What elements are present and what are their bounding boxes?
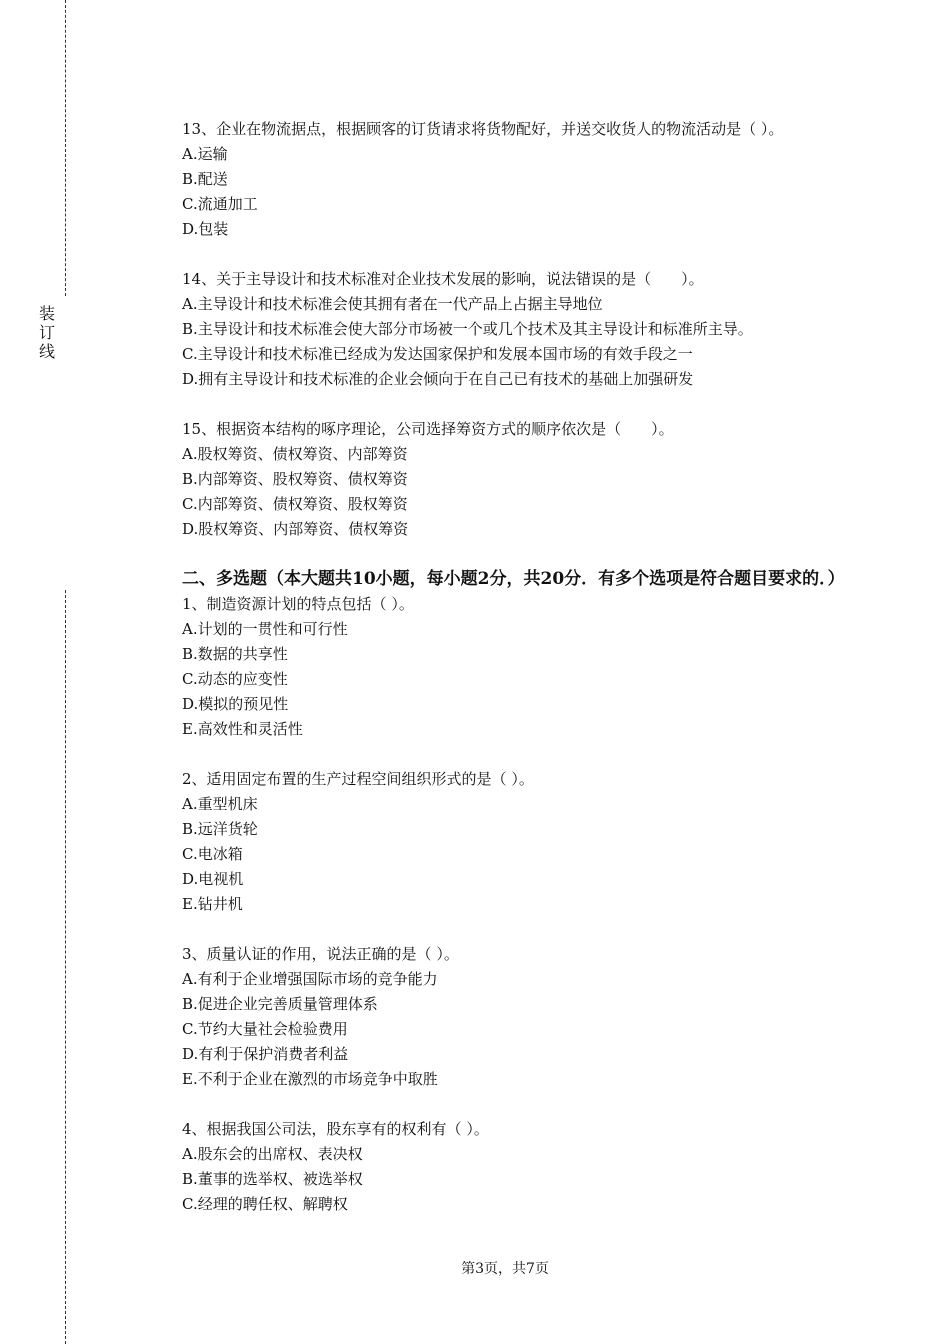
page-footer: 第3页，共7页 (461, 1261, 549, 1277)
option: D.有利于保护消费者利益 (182, 1045, 349, 1063)
option: A.运输 (182, 145, 228, 163)
question-stem: 15、根据资本结构的啄序理论，公司选择筹资方式的顺序依次是（ ）。 (182, 420, 674, 438)
option: B.远洋货轮 (182, 820, 258, 838)
option: B.数据的共享性 (182, 645, 288, 663)
option: A.主导设计和技术标准会使其拥有者在一代产品上占据主导地位 (182, 295, 603, 313)
exam-content (182, 117, 882, 1217)
option: B.董事的选举权、被选举权 (182, 1170, 363, 1188)
option: B.主导设计和技术标准会使大部分市场被一个或几个技术及其主导设计和标准所主导。 (182, 320, 753, 338)
question-stem: 2、适用固定布置的生产过程空间组织形式的是（ ）。 (182, 770, 534, 788)
question-stem: 1、制造资源计划的特点包括（ ）。 (182, 595, 414, 613)
option: D.股权筹资、内部筹资、债权筹资 (182, 520, 409, 538)
question-m2 (182, 767, 882, 917)
question-m3 (182, 942, 882, 1092)
question-15 (182, 417, 882, 542)
binding-label: 装订线 (38, 304, 55, 361)
option: D.拥有主导设计和技术标准的企业会倾向于在自己已有技术的基础上加强研发 (182, 370, 694, 388)
option: A.重型机床 (182, 795, 258, 813)
option: C.内部筹资、债权筹资、股权筹资 (182, 495, 408, 513)
option: C.主导设计和技术标准已经成为发达国家保护和发展本国市场的有效手段之一 (182, 345, 693, 363)
option: E.钻井机 (182, 895, 243, 913)
option: A.计划的一贯性和可行性 (182, 620, 348, 638)
question-stem: 3、质量认证的作用，说法正确的是（ ）。 (182, 945, 459, 963)
option: C.动态的应变性 (182, 670, 288, 688)
binding-dashed-line-bottom (65, 590, 66, 1344)
option: E.不利于企业在激烈的市场竞争中取胜 (182, 1070, 438, 1088)
option: C.电冰箱 (182, 845, 243, 863)
option: D.模拟的预见性 (182, 695, 289, 713)
section-heading-multiple-choice: 二、多选题（本大题共10小题，每小题2分，共20分．有多个选项是符合题目要求的．） (182, 569, 845, 589)
option: D.电视机 (182, 870, 244, 888)
question-stem: 14、关于主导设计和技术标准对企业技术发展的影响，说法错误的是（ ）。 (182, 270, 704, 288)
option: E.高效性和灵活性 (182, 720, 303, 738)
option: A.股东会的出席权、表决权 (182, 1145, 363, 1163)
option: A.股权筹资、债权筹资、内部筹资 (182, 445, 408, 463)
option: B.配送 (182, 170, 228, 188)
question-m1 (182, 592, 882, 742)
option: B.内部筹资、股权筹资、债权筹资 (182, 470, 408, 488)
option: D.包装 (182, 220, 229, 238)
question-14 (182, 267, 882, 392)
option: B.促进企业完善质量管理体系 (182, 995, 378, 1013)
question-stem: 13、企业在物流据点，根据顾客的订货请求将货物配好，并送交收货人的物流活动是（ ）。 (182, 120, 784, 138)
option: C.流通加工 (182, 195, 258, 213)
binding-dashed-line-top (65, 0, 66, 296)
option: C.经理的聘任权、解聘权 (182, 1195, 348, 1213)
question-13 (182, 117, 882, 242)
question-stem: 4、根据我国公司法，股东享有的权利有（ ）。 (182, 1120, 489, 1138)
question-m4 (182, 1117, 882, 1217)
option: A.有利于企业增强国际市场的竞争能力 (182, 970, 438, 988)
option: C.节约大量社会检验费用 (182, 1020, 348, 1038)
